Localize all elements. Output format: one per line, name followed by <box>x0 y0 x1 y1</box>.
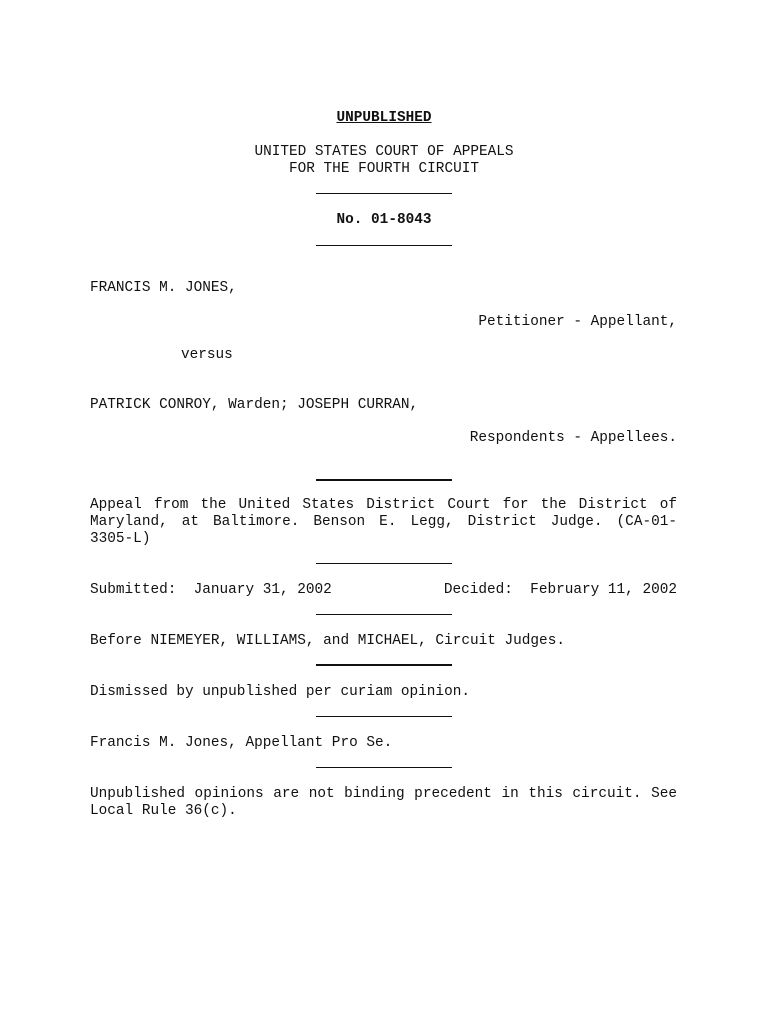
divider-rule <box>316 614 452 615</box>
divider-rule <box>316 193 452 194</box>
counsel: Francis M. Jones, Appellant Pro Se. <box>90 735 393 751</box>
petitioner-name: FRANCIS M. JONES, <box>90 280 237 296</box>
decided-date: Decided: February 11, 2002 <box>443 582 677 598</box>
versus-text: versus <box>181 347 233 363</box>
divider-rule <box>316 563 452 564</box>
divider-rule <box>316 245 452 246</box>
petitioner-role: Petitioner - Appellant, <box>478 314 677 330</box>
respondent-name: PATRICK CONROY, Warden; JOSEPH CURRAN, <box>90 397 419 413</box>
precedent-notice: Unpublished opinions are not binding precedent in this circuit. See Local Rule 36(c). <box>90 786 677 819</box>
court-name-line1: UNITED STATES COURT OF APPEALS <box>254 144 514 160</box>
disposition: Dismissed by unpublished per curiam opinion. <box>90 684 470 700</box>
case-number: No. 01-8043 <box>336 212 432 228</box>
divider-rule <box>316 479 452 481</box>
divider-rule <box>316 716 452 717</box>
appeal-description: Appeal from the United States District Court for the District of Maryland, at Baltimore. Benson E. Legg, District Judge. (CA-01-3305-L) <box>90 497 677 547</box>
respondent-role: Respondents - Appellees. <box>469 430 677 446</box>
unpublished-heading: UNPUBLISHED <box>336 110 432 126</box>
submitted-date: Submitted: January 31, 2002 <box>90 582 332 598</box>
divider-rule <box>316 664 452 666</box>
divider-rule <box>316 767 452 768</box>
court-name-line2: FOR THE FOURTH CIRCUIT <box>289 161 479 177</box>
panel-judges: Before NIEMEYER, WILLIAMS, and MICHAEL, Circuit Judges. <box>90 633 565 649</box>
